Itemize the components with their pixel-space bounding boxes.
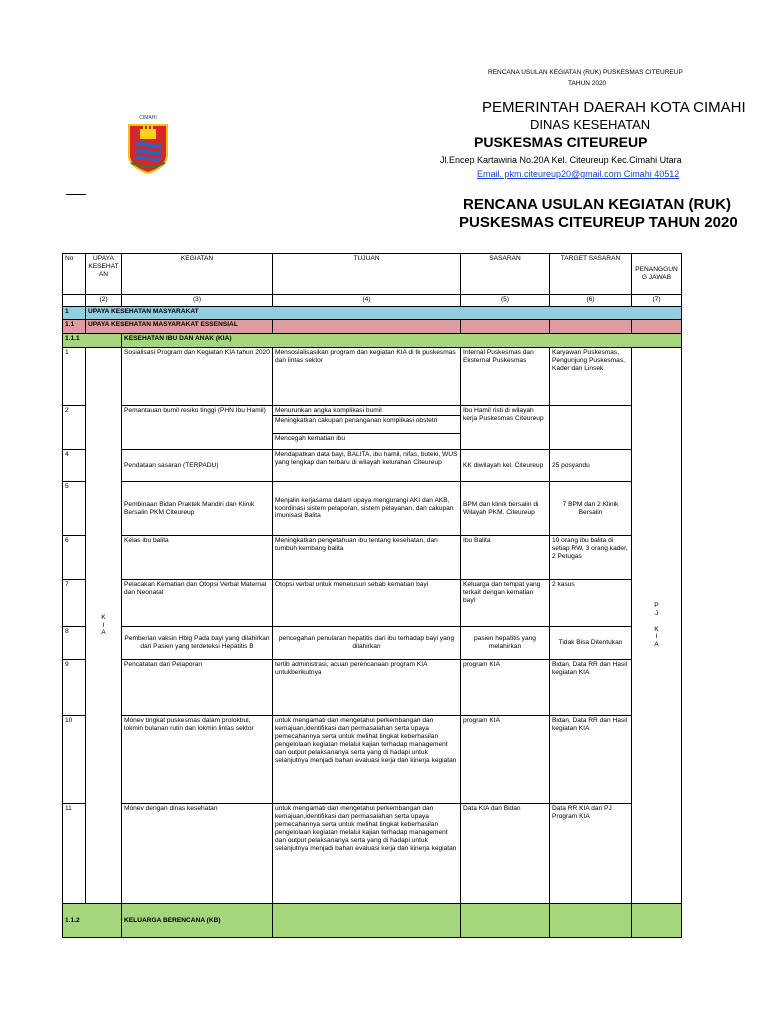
row-kegiatan: Pencatatan dan Pelaporan: [122, 660, 273, 716]
row-kegiatan: Monev tingkat puskesmas dalam prolokbul, lokmin bulanan rutin dan lokmin lintas sektor: [122, 716, 273, 804]
row-target: 2 kasus: [550, 580, 632, 627]
row-target: 7 BPM dan 2 Klinik Bersalin: [550, 482, 632, 536]
col-number-1: [63, 295, 86, 307]
row-target: Bidan, Data RR dan Hasil kegiatan KIA: [550, 716, 632, 804]
row-tujuan: untuk mengamati dan mengetahui perkembangan dan kemajuan,identifikasi dan permasalahan serta upaya pemecahannya serta untuk melihat tingkat keberhasilan pengelolaan kegiatan melalui kajian terhadap management dan output pelaksananya serta yang di hadapi untuk selanjutnya menjadi bahan evaluasi kerja dan kinerja kegiatan: [273, 716, 461, 804]
section-no: 1.1.1: [63, 334, 122, 348]
row-no: 1: [63, 348, 86, 406]
row-tujuan: Otopsi verbal untuk menelusuri sebab kematian bayi: [273, 580, 461, 627]
section-row-1-1-1: [63, 334, 682, 348]
org-line2: DINAS KESEHATAN: [530, 117, 651, 132]
section-row-1: [63, 307, 682, 320]
table-header-row: [63, 254, 682, 295]
row-sasaran: Data KIA dan Bidan: [461, 804, 550, 904]
email-link[interactable]: Email. pkm.citeureup20@gmail.com Cimahi 40512: [477, 169, 680, 179]
col-number-4: (4): [273, 295, 461, 307]
doc-title-line2: PUSKESMAS CITEUREUP TAHUN 2020: [459, 214, 738, 231]
logo-text: CIMAHI: [139, 115, 157, 121]
column-number-row: [63, 295, 682, 307]
row-tujuan: Mensosialisasikan program dan kegiatan KIA di tk puskesmas dan lintas sektor: [273, 348, 461, 406]
row-sasaran: Internal Puskesmas dan Eksternal Puskesmas: [461, 348, 550, 406]
col-header-sasaran: SASARAN: [461, 254, 550, 295]
col-header-pj: PENANGGUNG JAWAB: [632, 254, 682, 295]
row-tujuan: tertib administrasi, acuan perencanaan program KIA untukberikutnya: [273, 660, 461, 716]
col-number-2: (2): [86, 295, 122, 307]
col-number-5: (5): [461, 295, 550, 307]
row-sasaran: BPM dan klinik bersalin di Wilayah PKM. Citeureup: [461, 482, 550, 536]
table-row: [63, 804, 682, 904]
table-row: [63, 580, 682, 627]
row-target: Tidak Bisa Ditentukan: [550, 627, 632, 660]
col-number-7: (7): [632, 295, 682, 307]
pj-kia-cell: P J K I A: [632, 348, 682, 904]
divider: [66, 194, 86, 195]
row-no: 11: [63, 804, 86, 904]
table-row: [63, 406, 682, 450]
header-top-line1: RENCANA USULAN KEGIATAN (RUK) PUSKESMAS CITEUREUP: [488, 69, 683, 76]
row-kegiatan: Monev dengan dinas kesehatan: [122, 804, 273, 904]
cimahi-logo: [123, 113, 173, 175]
row-no: 4: [63, 450, 86, 482]
table-row: [63, 627, 682, 660]
section-label: KESEHATAN IBU DAN ANAK (KIA): [122, 334, 682, 348]
section-row-1-1: [63, 320, 682, 334]
row-kegiatan: Sosialisasi Program dan Kegiatan KIA tahun 2020: [122, 348, 273, 406]
row-target: Karyawan Puskesmas, Pengunjung Puskesmas, Kader dan Linsek: [550, 348, 632, 406]
section-no: 1.1: [63, 320, 86, 334]
row-tujuan: untuk mengamati dan mengetahui perkembangan dan kemajuan,identifikasi dan permasalahan serta upaya pemecahannya serta untuk melihat tingkat keberhasilan pengelolaan kegiatan melalui kajian terhadap management dan output pelaksananya serta yang di hadapi untuk selanjutnya menjadi bahan evaluasi kerja dan kinerja kegiatan: [273, 804, 461, 904]
upaya-kia-cell: K I A: [86, 348, 122, 904]
row-kegiatan: Pembinaan Bidan Praktek Mandiri dan Klinik Bersalin PKM Citeureup: [122, 482, 273, 536]
row-no: 7: [63, 580, 86, 627]
row-target: 10 orang ibu balita di setiap RW, 3 orang kader, 2 Petugas: [550, 536, 632, 580]
row-no: 9: [63, 660, 86, 716]
row-tujuan: [273, 406, 461, 450]
col-header-kegiatan: KEGIATAN: [122, 254, 273, 295]
row-target: 25 posyandu: [550, 450, 632, 482]
row-tujuan-a: Menurunkan angka komplikasi bumil: [275, 407, 382, 414]
row-sasaran: pasien hepatitis yang melahirkan: [461, 627, 550, 660]
table-row: [63, 482, 682, 536]
row-kegiatan: Pelacakan Kematian dan Otopsi Verbal Maternal dan Neonatal: [122, 580, 273, 627]
row-sasaran: Keluarga dan tempat yang terkait dengan kematian bayi: [461, 580, 550, 627]
table-row: [63, 450, 682, 482]
ruk-table: [62, 253, 682, 938]
row-sasaran: Ibu Balita: [461, 536, 550, 580]
row-sasaran: program KIA: [461, 660, 550, 716]
table-row: [63, 348, 682, 406]
row-no: 5: [63, 482, 86, 536]
row-target: Bidan, Data RR dan Hasil kegiatan KIA: [550, 660, 632, 716]
row-kegiatan: Pendataan sasaran (TERPADU): [122, 450, 273, 482]
section-label: UPAYA KESEHATAN MASYARAKAT: [86, 307, 682, 320]
row-no: 2: [63, 406, 86, 450]
table-row: [63, 660, 682, 716]
row-no: 10: [63, 716, 86, 804]
row-tujuan: Menjalin kerjasama dalam upaya mengurangi AKI dan AKB, koordinasi sistem pelaporan, sistem pelayanan, dan cakupan imunisasi Balita: [273, 482, 461, 536]
address: Jl.Encep Kartawiria No.20A Kel. Citeureup Kec.Cimahi Utara: [440, 155, 682, 165]
doc-title-line1: RENCANA USULAN KEGIATAN (RUK): [463, 196, 732, 213]
row-target: Data RR KIA dan PJ Program KIA: [550, 804, 632, 904]
org-line1: PEMERINTAH DAERAH KOTA CIMAHI: [482, 99, 746, 116]
org-line3: PUSKESMAS CITEUREUP: [474, 134, 648, 150]
section-no: 1: [63, 307, 86, 320]
row-tujuan-b: Meningkatkan cakupan penanganan komplikasi obstetri: [273, 415, 460, 425]
row-kegiatan: Pemantauan bumil resiko tinggi (PHN Ibu Hamil): [122, 406, 273, 450]
row-sasaran: program KIA: [461, 716, 550, 804]
row-no: 8: [63, 627, 86, 660]
header-top-line2: TAHUN 2020: [568, 80, 607, 87]
col-header-no: No: [63, 254, 86, 295]
col-header-upaya: UPAYA KESEHATAN: [86, 254, 122, 295]
row-target: [550, 406, 632, 450]
section-label: KELUARGA BERENCANA (KB): [122, 904, 273, 938]
section-row-1-1-2: [63, 904, 682, 938]
row-kegiatan: Pemberian vaksin Hbig Pada bayi yang dilahirkan dari Pasien yang terdeteksi Hepatitis B: [122, 627, 273, 660]
section-no: 1.1.2: [63, 904, 122, 938]
row-tujuan: Meningkatkan pengetahuan ibu tentang kesehatan, dan tumbuh kembang balita: [273, 536, 461, 580]
row-no: 6: [63, 536, 86, 580]
col-header-target: TARGET SASARAN: [550, 254, 632, 295]
row-kegiatan: Kelas ibu balita: [122, 536, 273, 580]
col-number-3: (3): [122, 295, 273, 307]
section-label: UPAYA KESEHATAN MASYARAKAT ESSENSIAL: [86, 320, 273, 334]
col-number-6: (6): [550, 295, 632, 307]
row-sasaran: Ibu Hamil risti di wilayah kerja Puskesmas Citeureup: [461, 406, 550, 450]
table-row: [63, 536, 682, 580]
row-sasaran: KK diwilayah kel. Citeureup: [461, 450, 550, 482]
row-tujuan: Mendapatkan data bayi, BALITA, ibu hamil, nifas, buteki, WUS yang lengkap dan terbaru di wilayah kelurahan Citeureup: [273, 450, 461, 482]
row-tujuan: pencegahan penularan hepatitis dari ibu terhadap bayi yang dilahirkan: [273, 627, 461, 660]
table-row: [63, 716, 682, 804]
row-tujuan-c: Mencegah kematian ibu: [273, 433, 460, 443]
col-header-tujuan: TUJUAN: [273, 254, 461, 295]
